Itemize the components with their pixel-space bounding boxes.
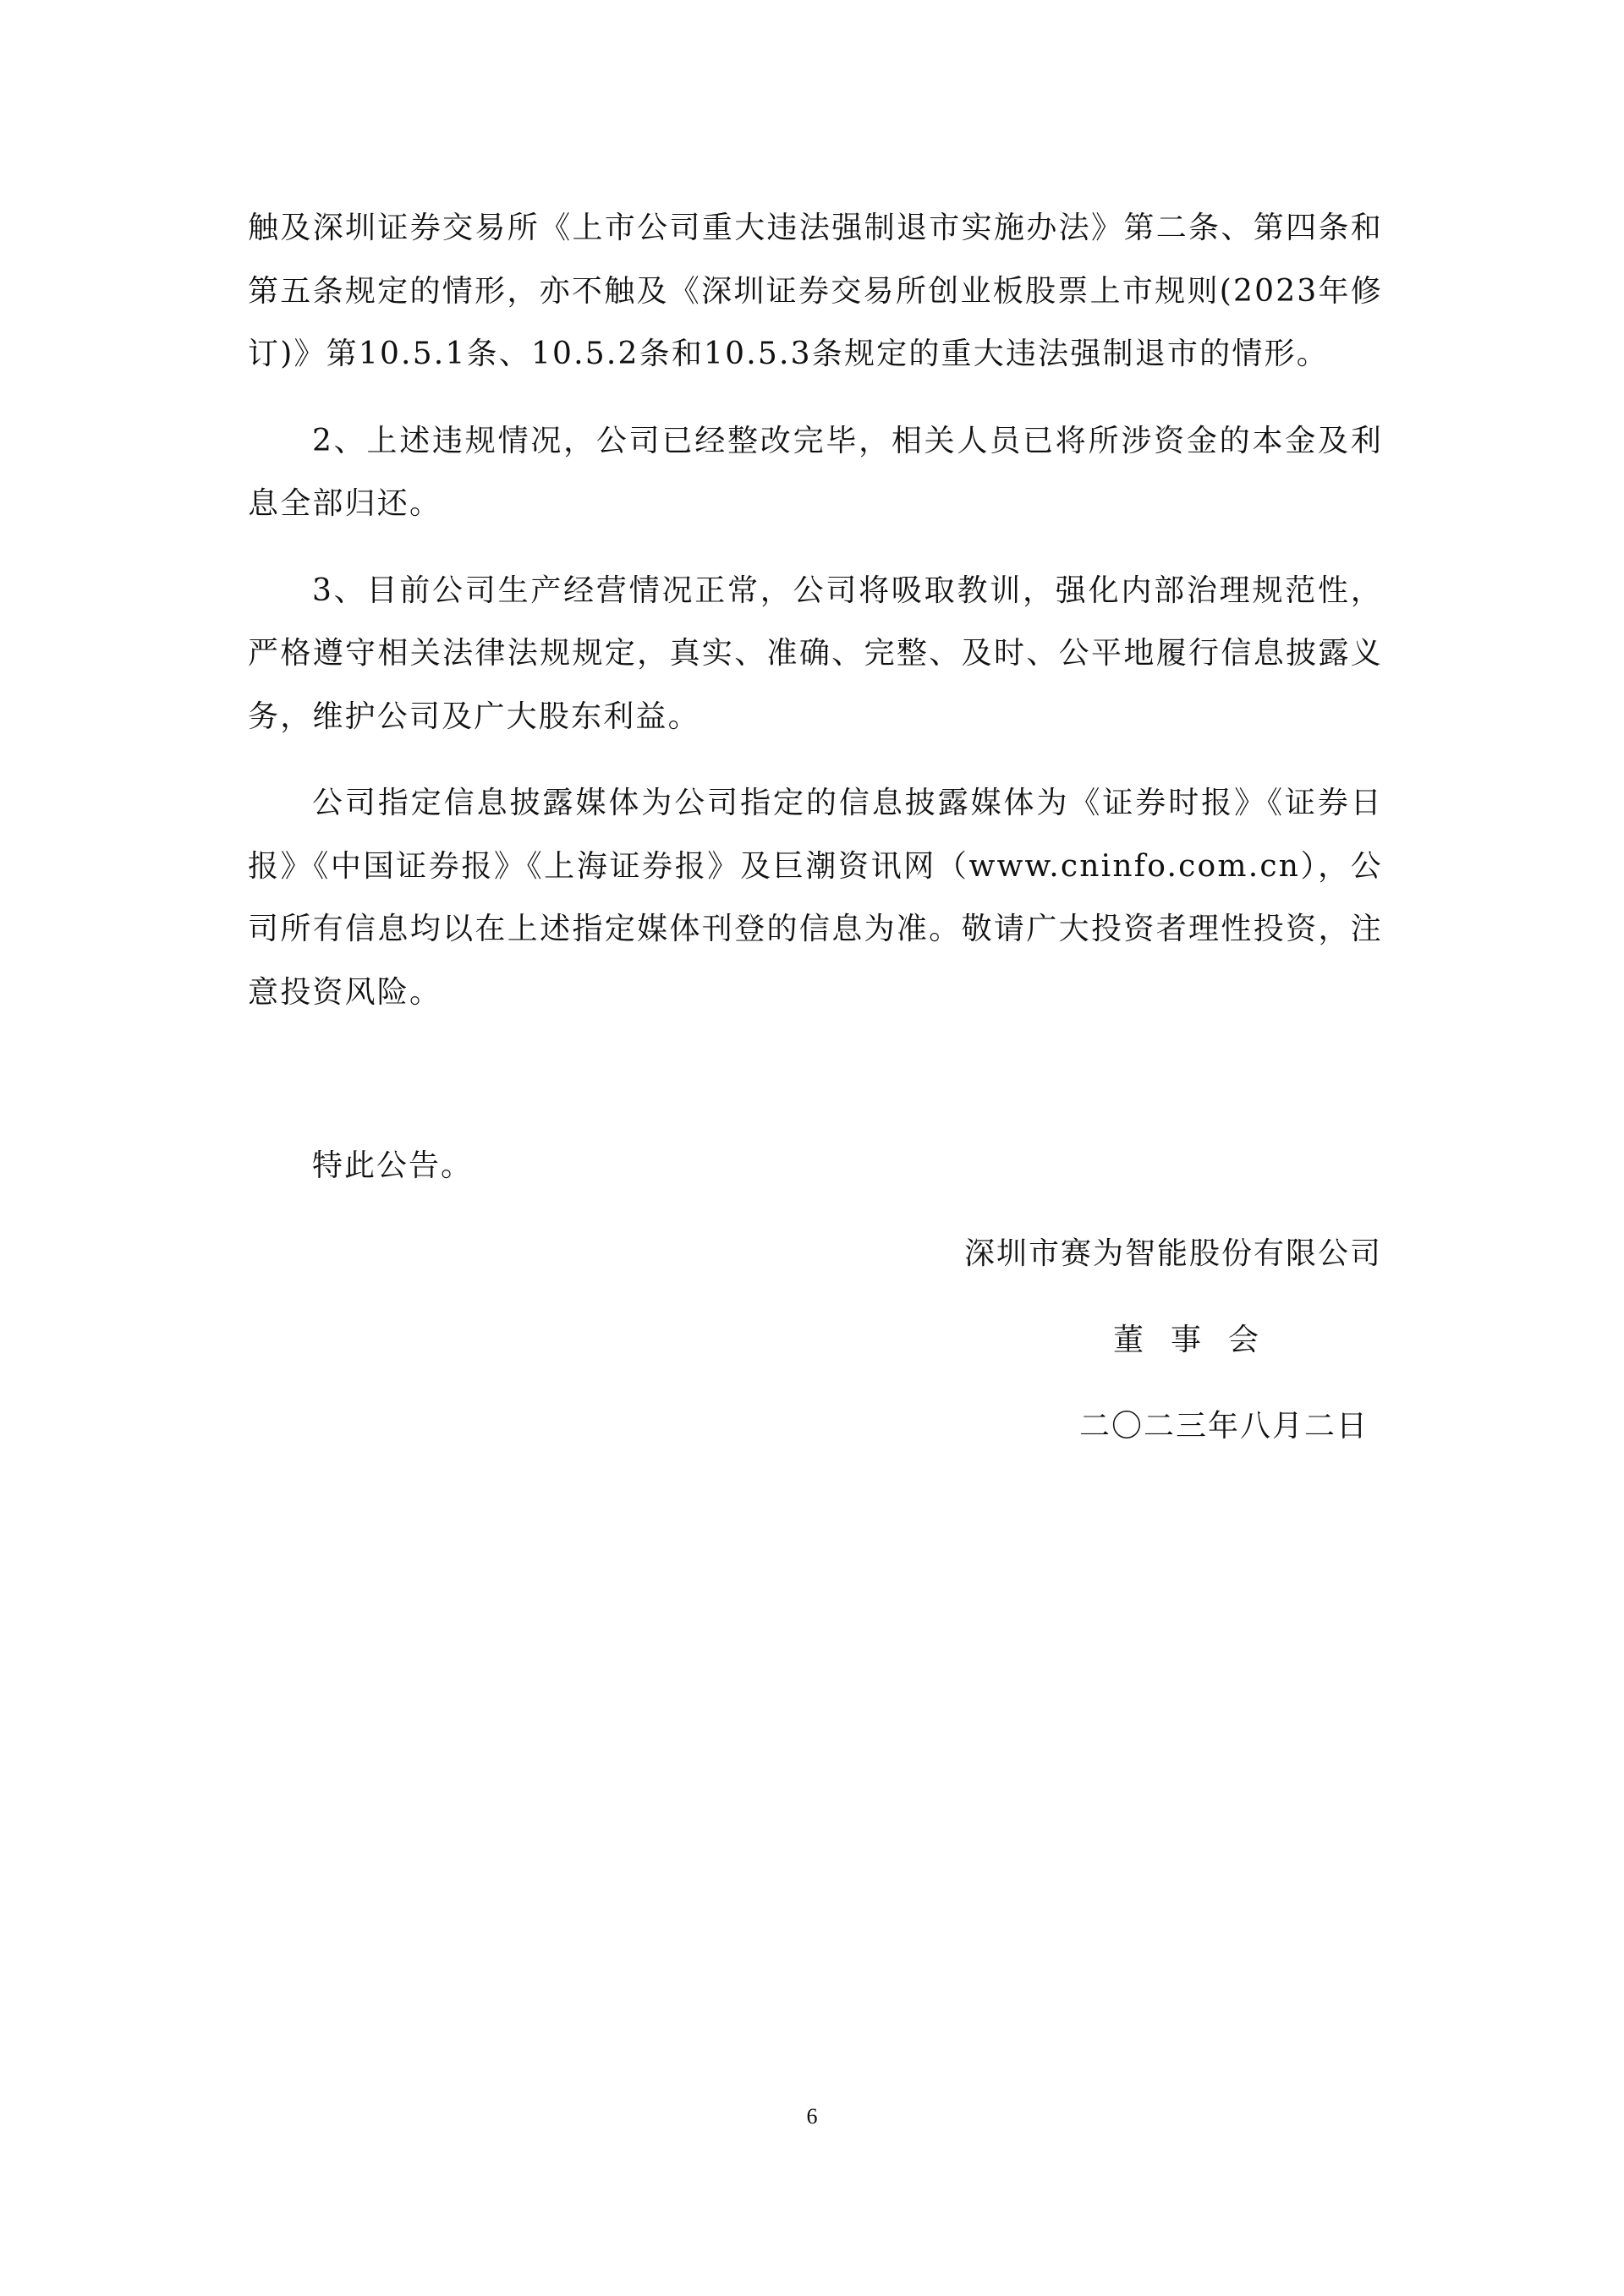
- signature-date: 二〇二三年八月二日: [1078, 1409, 1369, 1444]
- paragraph-operations-normal: 3、目前公司生产经营情况正常，公司将吸取教训，强化内部治理规范性，严格遵守相关法律法规规定，真实、准确、完整、及时、公平地履行信息披露义务，维护公司及广大股东利益。: [248, 573, 1383, 734]
- closing-statement: 特此公告。: [312, 1148, 474, 1183]
- document-body: [248, 197, 1383, 1048]
- page-number: 6: [806, 2104, 818, 2129]
- signature-company: 深圳市赛为智能股份有限公司: [963, 1236, 1382, 1271]
- paragraph-rectification: 2、上述违规情况，公司已经整改完毕，相关人员已将所涉资金的本金及利息全部归还。: [248, 423, 1383, 521]
- signature-board: 董事会: [1112, 1323, 1286, 1357]
- paragraph-disclosure-media: 公司指定信息披露媒体为公司指定的信息披露媒体为《证券时报》《证券日报》《中国证券报》《上海证券报》及巨潮资讯网（www.cninfo.com.cn），公司所有信息均以在上述指定媒体刊登的信息为准。敬请广大投资者理性投资，注意投资风险。: [248, 786, 1383, 1010]
- paragraph-delisting-conditions: 触及深圳证券交易所《上市公司重大违法强制退市实施办法》第二条、第四条和第五条规定的情形，亦不触及《深圳证券交易所创业板股票上市规则(2023年修订)》第10.5.1条、10.5.2条和10.5.3条规定的重大违法强制退市的情形。: [248, 211, 1383, 371]
